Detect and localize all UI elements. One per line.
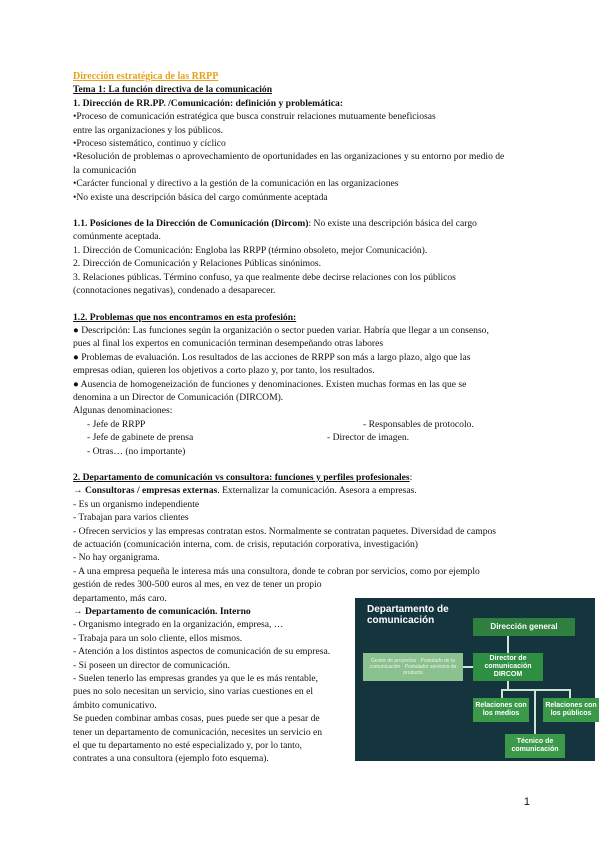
text-line: la comunicación bbox=[73, 164, 137, 176]
text-line: •Proceso sistemático, continuo y cíclico bbox=[73, 138, 226, 150]
text-line: - Suelen tenerlo las empresas grandes ya que le es más rentable, bbox=[73, 673, 319, 685]
connector-line bbox=[507, 681, 509, 689]
consultoras-heading: → Consultoras / empresas externas bbox=[73, 485, 218, 497]
text-line: ● Problemas de evaluación. Los resultados de las acciones de RRPP son más a largo plazo, algo que las bbox=[73, 351, 471, 363]
text-line: pues no solo necesitan un servicio, sino varias cuestiones en el bbox=[73, 686, 314, 698]
organigram-title-line: Departamento de bbox=[367, 604, 449, 615]
list-item: - Director de imagen. bbox=[327, 432, 410, 444]
org-node-side: Gestor de proyectos · Postulado de la comunicación · Postulador servicios de producto bbox=[363, 653, 463, 681]
list-item: - Jefe de gabinete de prensa bbox=[87, 432, 194, 444]
text-line: entre las organizaciones y los públicos. bbox=[73, 124, 224, 136]
text-line: - Ofrecen servicios y las empresas contratan estos. Normalmente se contratan paquetes. Diversidad de campos bbox=[73, 525, 497, 537]
connector-line bbox=[569, 689, 571, 698]
page-number: 1 bbox=[523, 796, 530, 808]
consultoras-heading-line bbox=[73, 484, 533, 497]
text-line: empresas odian, quieren los objetivos a corto plazo y, por tanto, los resultados. bbox=[73, 365, 375, 377]
denominaciones-row bbox=[73, 445, 533, 458]
text-line: pues al final los expertos en comunicación terminan desempeñando otras labores bbox=[73, 338, 384, 350]
organigram-panel bbox=[355, 598, 595, 761]
organigram-title-line: comunicación bbox=[367, 615, 435, 626]
tema-title: Tema 1: La función directiva de la comunicación bbox=[73, 84, 273, 96]
text-line: comúnmente aceptada. bbox=[73, 231, 161, 243]
section-12-heading: 1.2. Problemas que nos encontramos en esta profesión: bbox=[73, 311, 297, 323]
section-1-list bbox=[73, 110, 533, 204]
org-node-medios: Relaciones con los medios bbox=[473, 698, 529, 722]
text-line: gestión de redes 300-500 euros al mes, en vez de tener un propio bbox=[73, 579, 322, 591]
denominaciones-row bbox=[73, 418, 533, 431]
text-line: 1. Dirección de Comunicación: Engloba las RRPP (término obsoleto, mejor Comunicación). bbox=[73, 244, 428, 256]
text-line: Algunas denominaciones: bbox=[73, 405, 173, 417]
text-line: ámbito comunicativo. bbox=[73, 699, 157, 711]
list-item: - Responsables de protocolo. bbox=[363, 418, 474, 430]
section-11-heading-line bbox=[73, 217, 533, 230]
org-node-direccion-general: Dirección general bbox=[473, 618, 575, 636]
section-2-heading: 2. Departamento de comunicación vs consultora: funciones y perfiles profesionales bbox=[73, 471, 410, 483]
text-line: - Atención a los distintos aspectos de comunicación de su empresa. bbox=[73, 646, 331, 658]
text-line: 3. Relaciones públicas. Término confuso, ya que realmente debe decirse relaciones con los públicos bbox=[73, 271, 456, 283]
text-line: denomina a un Director de Comunicación (DIRCOM). bbox=[73, 391, 284, 403]
denominaciones-row bbox=[73, 431, 533, 444]
text-line: (connotaciones negativas), condenado a desaparecer. bbox=[73, 285, 276, 297]
text-line: 2. Dirección de Comunicación y Relaciones Públicas sinónimos. bbox=[73, 258, 322, 270]
text-line: - A una empresa pequeña le interesa más una consultora, donde te cobran por servicios, como por ejemplo bbox=[73, 565, 480, 577]
organigram-title bbox=[367, 604, 487, 626]
departamento-heading: → Departamento de comunicación. Interno bbox=[73, 605, 251, 617]
course-title: Dirección estratégica de las RRPP bbox=[73, 71, 219, 82]
org-node-tecnico: Técnico de comunicación bbox=[505, 734, 565, 758]
list-item: - Otras… (no importante) bbox=[87, 445, 186, 457]
org-node-dircom: Director de comunicación DIRCOM bbox=[473, 653, 543, 681]
connector-line bbox=[501, 689, 571, 691]
text-line: - Si poseen un director de comunicación. bbox=[73, 659, 230, 671]
connector-line bbox=[501, 689, 503, 698]
section-2-heading-rest: : bbox=[409, 471, 413, 483]
text-line: ● Ausencia de homogeneización de funciones y denominaciones. Existen muchas formas en las que se bbox=[73, 378, 467, 390]
text-line: - No hay organigrama. bbox=[73, 552, 160, 564]
org-node-publicos: Relaciones con los públicos bbox=[543, 698, 599, 722]
text-line: tener un departamento de comunicación, necesites un servicio en bbox=[73, 726, 323, 738]
text-line: •Carácter funcional y directivo a la gestión de la comunicación en las organizaciones bbox=[73, 178, 399, 190]
text-line: departamento, más caro. bbox=[73, 592, 167, 604]
list-item: - Jefe de RRPP bbox=[87, 418, 146, 430]
connector-line bbox=[534, 691, 536, 734]
connector-line bbox=[463, 666, 473, 668]
text-line: •Resolución de problemas o aprovechamiento de oportunidades en las organizaciones y su entorno por medio de bbox=[73, 151, 505, 163]
text-line: Se pueden combinar ambas cosas, pues puede ser que a pesar de bbox=[73, 713, 320, 725]
text-line: contrates a una consultora (ejemplo foto esquema). bbox=[73, 753, 269, 765]
section-2-heading-line bbox=[73, 471, 533, 484]
text-line: - Organismo integrado en la organización, empresa, … bbox=[73, 619, 284, 631]
section-11-heading: 1.1. Posiciones de la Dirección de Comunicación (Dircom) bbox=[73, 218, 309, 230]
text-line: •Proceso de comunicación estratégica que busca construir relaciones mutuamente beneficiosas bbox=[73, 111, 436, 123]
connector-line bbox=[507, 636, 509, 653]
section-11-heading-rest: : No existe una descripción básica del cargo bbox=[308, 218, 477, 230]
text-line: - Es un organismo independiente bbox=[73, 498, 200, 510]
text-line: el que tu departamento no esté especializado y, por lo tanto, bbox=[73, 740, 303, 752]
text-line: •No existe una descripción básica del cargo comúnmente aceptada bbox=[73, 191, 328, 203]
text-line: ● Descripción: Las funciones según la organización o sector pueden variar. Habría que llegar a un consenso, bbox=[73, 324, 489, 336]
section-1-heading: 1. Dirección de RR.PP. /Comunicación: definición y problemática: bbox=[73, 97, 344, 109]
consultoras-heading-rest: . Externalizar la comunicación. Asesora a empresas. bbox=[217, 485, 417, 497]
text-line: - Trabajan para varios clientes bbox=[73, 512, 189, 524]
text-line: - Trabaja para un solo cliente, ellos mismos. bbox=[73, 632, 243, 644]
text-line: de actuación (comunicación interna, com. de crisis, reputación corporativa, investigación) bbox=[73, 538, 418, 550]
organigram-image bbox=[350, 598, 600, 761]
